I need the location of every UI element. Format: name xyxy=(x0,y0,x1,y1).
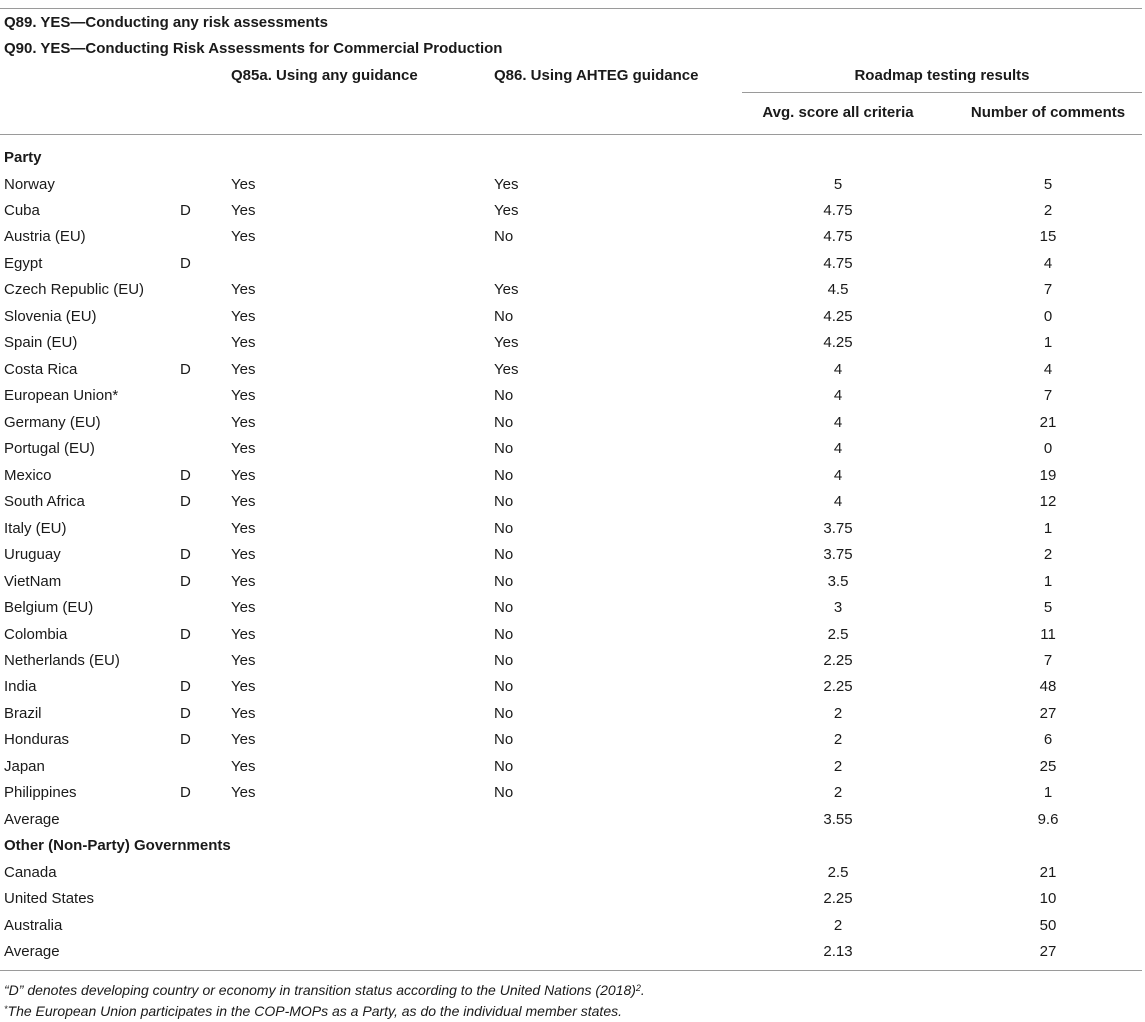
header-q86: Q86. Using AHTEG guidance xyxy=(494,67,699,84)
footnote-eu: *The European Union participates in the COP-MOPs as a Party, as do the individual member states. xyxy=(4,1003,622,1019)
row-q85a: Yes xyxy=(231,519,256,537)
row-avg-score: 2 xyxy=(833,916,843,934)
row-q86: Yes xyxy=(494,281,519,299)
row-name: Average xyxy=(4,810,60,828)
row-avg-score: 4 xyxy=(833,466,843,484)
row-name: Mexico xyxy=(4,466,52,484)
row-dev-status: D xyxy=(180,254,191,272)
row-comments: 19 xyxy=(1039,466,1057,484)
row-q85a: Yes xyxy=(231,651,256,669)
title-q90: Q90. YES—Conducting Risk Assessments for Commercial Production xyxy=(4,40,503,57)
row-q86: No xyxy=(494,519,514,537)
row-comments: 7 xyxy=(1043,281,1053,299)
row-dev-status: D xyxy=(180,546,191,563)
row-name: Costa Rica xyxy=(4,360,78,378)
row-q86: No xyxy=(494,572,514,590)
row-avg-score: 4.75 xyxy=(823,201,853,219)
row-comments: 2 xyxy=(1043,546,1053,563)
row-comments: 21 xyxy=(1039,863,1057,881)
row-name: Uruguay xyxy=(4,546,61,563)
row-q85a: Yes xyxy=(231,281,256,299)
row-q85a: Yes xyxy=(231,757,256,775)
row-q85a: Yes xyxy=(231,493,256,511)
row-comments: 4 xyxy=(1043,360,1053,378)
row-q86: No xyxy=(494,228,514,246)
row-comments: 1 xyxy=(1043,334,1053,352)
row-q86: No xyxy=(494,784,514,802)
row-comments: 0 xyxy=(1043,307,1053,325)
table-bottom-rule xyxy=(0,970,1142,971)
row-name: Colombia xyxy=(4,625,68,643)
row-avg-score: 3.75 xyxy=(823,519,853,537)
row-avg-score: 4.5 xyxy=(827,281,849,299)
row-q86: No xyxy=(494,704,514,722)
row-q86: No xyxy=(494,307,514,325)
row-avg-score: 2.25 xyxy=(823,678,853,696)
row-avg-score: 2 xyxy=(833,757,843,775)
row-comments: 7 xyxy=(1043,651,1053,669)
row-dev-status: D xyxy=(180,625,191,643)
row-q86: Yes xyxy=(494,175,519,193)
row-comments: 0 xyxy=(1043,440,1053,458)
row-dev-status: D xyxy=(180,784,191,802)
row-name: Slovenia (EU) xyxy=(4,307,97,325)
row-q86: No xyxy=(494,599,514,616)
row-q86: No xyxy=(494,413,514,431)
row-name: Brazil xyxy=(4,704,42,722)
row-q86: No xyxy=(494,466,514,484)
row-avg-score: 3 xyxy=(833,599,843,616)
header-roadmap: Roadmap testing results xyxy=(854,67,1030,84)
row-dev-status: D xyxy=(180,360,191,378)
row-q86: Yes xyxy=(494,201,519,219)
row-name: Spain (EU) xyxy=(4,334,78,352)
row-comments: 15 xyxy=(1039,228,1057,246)
row-name: Italy (EU) xyxy=(4,519,67,537)
row-avg-score: 2.13 xyxy=(823,943,853,961)
header-comments: Number of comments xyxy=(970,104,1126,121)
row-name: United States xyxy=(4,890,95,908)
row-dev-status: D xyxy=(180,704,191,722)
row-q85a: Yes xyxy=(231,572,256,590)
section-title-party: Party xyxy=(4,149,42,166)
header-inner-rule xyxy=(742,92,1142,93)
section-title-other: Other (Non-Party) Governments xyxy=(4,837,231,855)
row-q85a: Yes xyxy=(231,201,256,219)
row-q85a: Yes xyxy=(231,466,256,484)
row-avg-score: 4.75 xyxy=(823,228,853,246)
row-name: Philippines xyxy=(4,784,77,802)
row-name: Japan xyxy=(4,757,45,775)
row-name: India xyxy=(4,678,37,696)
row-comments: 2 xyxy=(1043,201,1053,219)
row-q86: No xyxy=(494,546,514,563)
header-bottom-rule xyxy=(0,134,1142,135)
row-name: Germany (EU) xyxy=(4,413,101,431)
row-comments: 1 xyxy=(1043,784,1053,802)
row-q85a: Yes xyxy=(231,784,256,802)
row-avg-score: 4 xyxy=(833,440,843,458)
row-q86: No xyxy=(494,678,514,696)
row-comments: 10 xyxy=(1039,890,1057,908)
row-dev-status: D xyxy=(180,731,191,749)
row-comments: 5 xyxy=(1043,599,1053,616)
row-name: VietNam xyxy=(4,572,62,590)
row-q86: No xyxy=(494,651,514,669)
row-avg-score: 2.25 xyxy=(823,890,853,908)
row-comments: 1 xyxy=(1043,519,1053,537)
title-q89: Q89. YES—Conducting any risk assessments xyxy=(4,14,329,31)
row-q85a: Yes xyxy=(231,704,256,722)
row-avg-score: 2 xyxy=(833,784,843,802)
row-comments: 6 xyxy=(1043,731,1053,749)
row-q85a: Yes xyxy=(231,625,256,643)
header-q85a: Q85a. Using any guidance xyxy=(231,67,418,84)
row-q85a: Yes xyxy=(231,440,256,458)
row-comments: 27 xyxy=(1039,943,1057,961)
row-avg-score: 2 xyxy=(833,704,843,722)
row-comments: 48 xyxy=(1039,678,1057,696)
row-name: Belgium (EU) xyxy=(4,599,94,616)
row-q85a: Yes xyxy=(231,307,256,325)
row-name: Portugal (EU) xyxy=(4,440,95,458)
row-avg-score: 4.75 xyxy=(823,254,853,272)
row-avg-score: 4 xyxy=(833,413,843,431)
row-dev-status: D xyxy=(180,201,191,219)
row-q85a: Yes xyxy=(231,678,256,696)
row-q86: Yes xyxy=(494,360,519,378)
row-comments: 4 xyxy=(1043,254,1053,272)
row-comments: 21 xyxy=(1039,413,1057,431)
row-avg-score: 3.75 xyxy=(823,546,853,563)
row-comments: 27 xyxy=(1039,704,1057,722)
row-q85a: Yes xyxy=(231,360,256,378)
row-q85a: Yes xyxy=(231,228,256,246)
row-comments: 7 xyxy=(1043,387,1053,405)
table-top-rule xyxy=(0,8,1142,9)
row-comments: 1 xyxy=(1043,572,1053,590)
row-name: Australia xyxy=(4,916,63,934)
row-q85a: Yes xyxy=(231,546,256,563)
row-name: Norway xyxy=(4,175,55,193)
row-q85a: Yes xyxy=(231,731,256,749)
row-q86: No xyxy=(494,731,514,749)
row-avg-score: 2 xyxy=(833,731,843,749)
row-name: Czech Republic (EU) xyxy=(4,281,145,299)
row-avg-score: 4.25 xyxy=(823,334,853,352)
row-avg-score: 2.25 xyxy=(823,651,853,669)
row-q86: No xyxy=(494,625,514,643)
row-q86: No xyxy=(494,493,514,511)
row-comments: 25 xyxy=(1039,757,1057,775)
row-avg-score: 4 xyxy=(833,360,843,378)
row-name: European Union* xyxy=(4,387,119,405)
row-comments: 12 xyxy=(1039,493,1057,511)
row-avg-score: 2.5 xyxy=(827,625,849,643)
row-comments: 11 xyxy=(1040,625,1056,643)
row-name: Average xyxy=(4,943,60,961)
row-q85a: Yes xyxy=(231,334,256,352)
row-avg-score: 3.5 xyxy=(827,572,849,590)
row-name: South Africa xyxy=(4,493,85,511)
row-avg-score: 4 xyxy=(833,493,843,511)
row-comments: 9.6 xyxy=(1037,810,1059,828)
row-q85a: Yes xyxy=(231,387,256,405)
row-q85a: Yes xyxy=(231,599,256,616)
row-dev-status: D xyxy=(180,493,191,511)
header-avg-score: Avg. score all criteria xyxy=(762,104,914,121)
row-name: Honduras xyxy=(4,731,70,749)
row-avg-score: 4 xyxy=(833,387,843,405)
row-name: Netherlands (EU) xyxy=(4,651,120,669)
row-q86: No xyxy=(494,757,514,775)
row-dev-status: D xyxy=(180,572,191,590)
row-comments: 50 xyxy=(1039,916,1057,934)
row-avg-score: 2.5 xyxy=(827,863,849,881)
row-q85a: Yes xyxy=(231,175,256,193)
row-q86: No xyxy=(494,440,514,458)
row-avg-score: 4.25 xyxy=(823,307,853,325)
row-name: Austria (EU) xyxy=(4,228,86,246)
footnote-developing: “D” denotes developing country or economy in transition status according to the United Nations $(2018)^2$. xyxy=(4,982,645,998)
row-name: Cuba xyxy=(4,201,40,219)
row-avg-score: 5 xyxy=(833,175,843,193)
row-avg-score: 3.55 xyxy=(823,810,853,828)
row-q86: No xyxy=(494,387,514,405)
row-q86: Yes xyxy=(494,334,519,352)
row-comments: 5 xyxy=(1043,175,1053,193)
row-dev-status: D xyxy=(180,466,191,484)
row-name: Egypt xyxy=(4,254,43,272)
row-dev-status: D xyxy=(180,678,191,696)
row-q85a: Yes xyxy=(231,413,256,431)
row-name: Canada xyxy=(4,863,57,881)
